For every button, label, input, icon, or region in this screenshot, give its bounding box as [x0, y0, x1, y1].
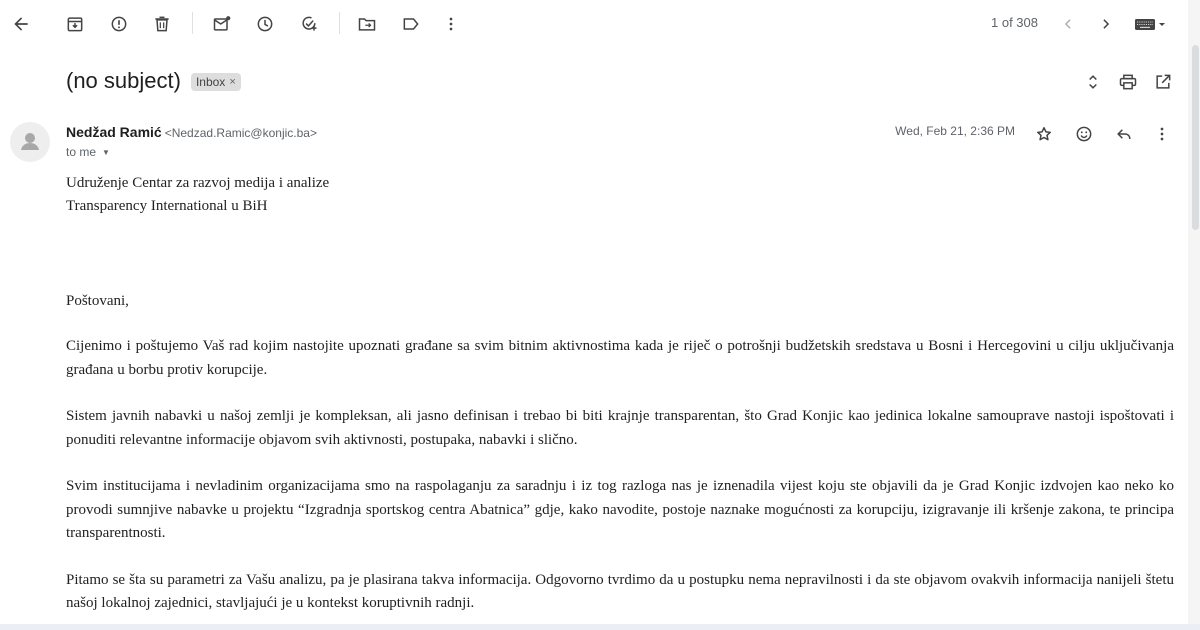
expand-all-button[interactable] [1079, 68, 1107, 96]
archive-icon [65, 14, 85, 34]
paragraph-4: Pitamo se šta su parametri za Vašu analizu, pa je plasirana takva informacija. Odgovorno tvrdimo da u postupku nema nepravilnosti i da ste objavom ovakvih informacija nanijeli štetu našoj lokalnoj zajednici, stavljajući je u kontekst koruptivnih radnji. [66, 571, 1174, 611]
recipient-details-toggle[interactable] [66, 145, 110, 159]
sender-row [66, 124, 317, 140]
paragraph-2: Sistem javnih nabavki u našoj zemlji je kompleksan, ali jasno definisan i trebao bi biti krajnje transparentan, što Grad Konjic kao jedinica lokalne samouprave nastoji ispoštovati i ponuditi relevantne informacije objavom svih aktivnosti, postupaka, nabavki i slično. [66, 408, 1174, 448]
bottom-edge [0, 624, 1200, 630]
add-task-icon [299, 14, 319, 34]
paragraph-3: Svim institucijama i nevladinim organizacijama smo na raspolaganju za saradnju i iz tog razloga nas je iznenadila vijest koju ste objavili da je Grad Konjic izdvojen kao neko ko provodi sumnjive nabavke u projektu “Izgradnja sportskog centra Abatnica” gdje, kako navodite, postoje naznake mogućnosti za korupciju, izigravanje ili kršenje zakona, te principa transparentnosti. [66, 478, 1174, 541]
mark-unread-button[interactable] [202, 4, 242, 44]
sender-name[interactable]: Nedžad Ramić [66, 124, 162, 140]
pagination-count: 1 of 308 [991, 15, 1038, 30]
move-folder-icon [357, 14, 377, 34]
person-icon [10, 122, 50, 162]
sender-email: <Nedzad.Ramic@konjic.ba> [164, 126, 317, 140]
report-spam-icon [109, 14, 129, 34]
org-line-1: Udruženje Centar za razvoj medija i analize [66, 175, 330, 191]
reply-button[interactable] [1111, 121, 1137, 147]
toolbar-divider [192, 12, 193, 34]
input-tools-button[interactable] [1130, 4, 1170, 44]
paragraph-1: Cijenimo i poštujemo Vaš rad kojim nastojite upoznati građane sa svim bitnim aktivnostima kada je riječ o potrošnji budžetskih sredstava u Bosni i Hercegovini u cilju uključivanja građana u borbu protiv korupcije. [66, 338, 1174, 378]
message-body [66, 172, 1174, 616]
archive-button[interactable] [55, 4, 95, 44]
caret-down-icon: ▼ [102, 147, 110, 157]
message-more-button[interactable] [1149, 121, 1175, 147]
org-line-2: Transparency International u BiH [66, 198, 268, 214]
add-reaction-button[interactable] [1071, 121, 1097, 147]
open-in-new-icon [1153, 72, 1173, 92]
message-subject: (no subject) [66, 68, 181, 93]
message-date: Wed, Feb 21, 2:36 PM [895, 124, 1015, 138]
sender-avatar[interactable] [10, 122, 50, 162]
delete-button[interactable] [142, 4, 182, 44]
emoji-icon [1074, 124, 1094, 144]
toolbar-divider [339, 12, 340, 34]
reply-icon [1114, 124, 1134, 144]
open-new-window-button[interactable] [1149, 68, 1177, 96]
greeting: Poštovani, [66, 293, 129, 309]
star-button[interactable] [1031, 121, 1057, 147]
chevron-left-icon [1058, 14, 1078, 34]
remove-label-button[interactable]: × [229, 76, 236, 88]
unfold-icon [1083, 72, 1103, 92]
chevron-right-icon [1096, 14, 1116, 34]
more-vert-icon [1152, 124, 1172, 144]
inbox-label-chip[interactable] [191, 73, 241, 91]
arrow-back-icon [11, 14, 31, 34]
label-icon [401, 14, 421, 34]
print-all-button[interactable] [1114, 68, 1142, 96]
keyboard-icon [1134, 14, 1166, 34]
move-to-button[interactable] [347, 4, 387, 44]
scrollbar-thumb[interactable] [1192, 45, 1199, 230]
older-button[interactable] [1086, 4, 1126, 44]
clock-icon [255, 14, 275, 34]
newer-button[interactable] [1048, 4, 1088, 44]
message-toolbar [0, 0, 1188, 48]
labels-button[interactable] [391, 4, 431, 44]
mark-unread-icon [212, 14, 232, 34]
star-icon [1034, 124, 1054, 144]
back-button[interactable] [1, 4, 41, 44]
trash-icon [152, 14, 172, 34]
print-icon [1118, 72, 1138, 92]
more-vert-icon [441, 14, 461, 34]
add-to-tasks-button[interactable] [289, 4, 329, 44]
recipient-text: to me [66, 145, 97, 159]
report-spam-button[interactable] [99, 4, 139, 44]
snooze-button[interactable] [245, 4, 285, 44]
more-options-button[interactable] [431, 4, 471, 44]
subject-row [66, 66, 241, 96]
label-text: Inbox [195, 75, 226, 89]
